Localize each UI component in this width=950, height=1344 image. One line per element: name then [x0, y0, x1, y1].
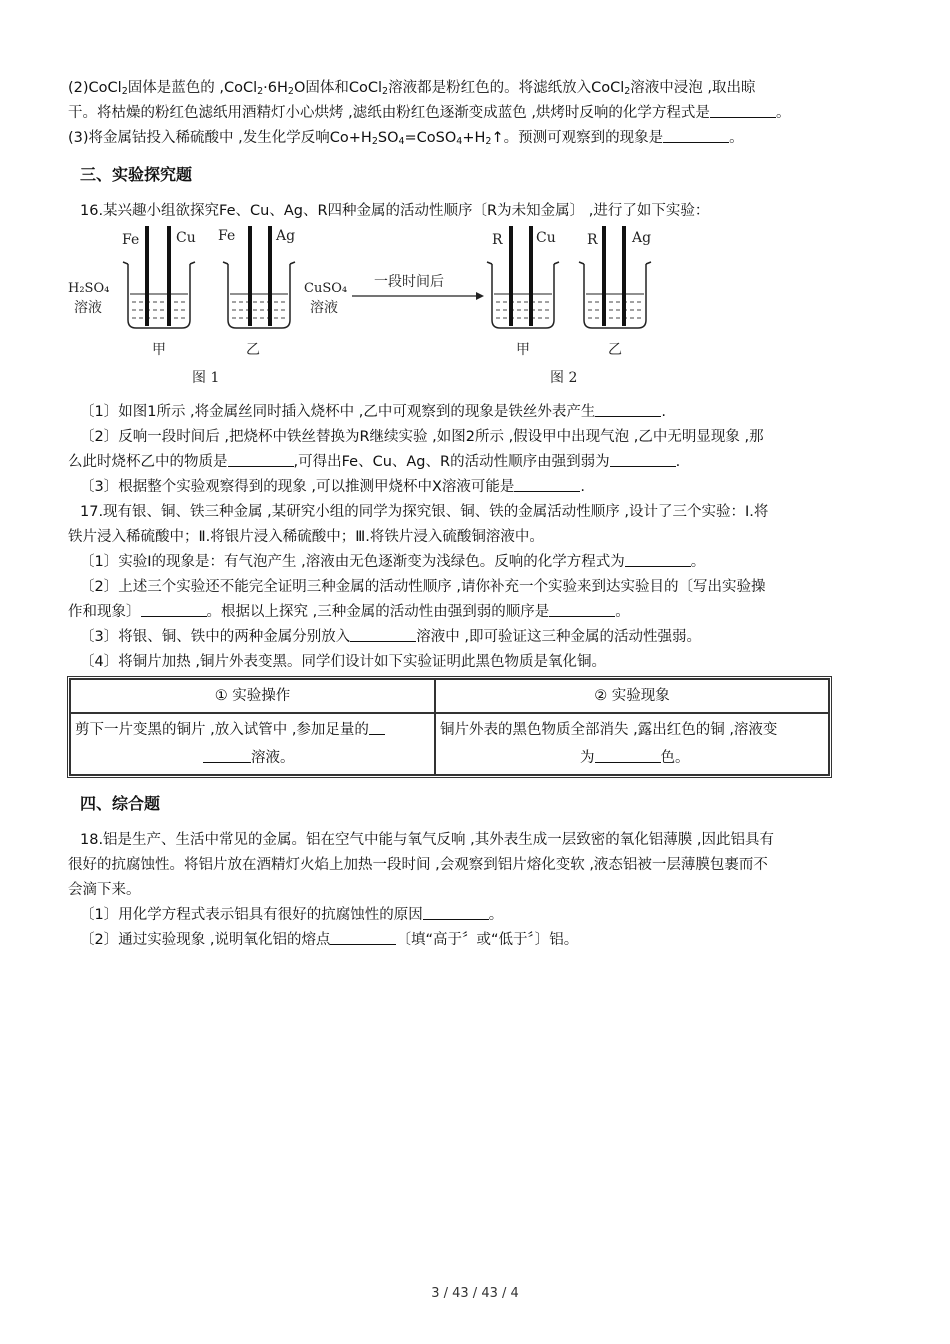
label-fe: Fe	[122, 232, 140, 248]
q17-sub3: 〔3〕将银、铜、铁中的两种金属分别放入 溶液中 ,即可验证这三种金属的活动性强弱。	[80, 629, 701, 645]
q17-sub4: 〔4〕将铜片加热 ,铜片外表变黑。同学们设计如下实验证明此黑色物质是氧化铜。	[80, 654, 606, 670]
label-h2so4: H₂SO₄	[68, 281, 110, 296]
answer-blank[interactable]	[549, 602, 615, 617]
q18-sub1: 〔1〕用化学方程式表示铝具有很好的抗腐蚀性的原因 。	[80, 907, 504, 923]
q17-stem-line1: 17.现有银、铜、铁三种金属 ,某研究小组的同学为探究银、铜、铁的金属活动性顺序 ,设计了三个实验：Ⅰ.将	[80, 504, 769, 520]
caption-yi: 乙	[246, 342, 260, 358]
label-solution: 溶液	[310, 300, 338, 316]
q18-sub2: 〔2〕通过实验现象 ,说明氧化铝的熔点 〔填“高于〞或“低于〞〕铝。	[80, 932, 579, 948]
q16-sub3: 〔3〕根据整个实验观察得到的现象 ,可以推测甲烧杯中X溶液可能是 .	[80, 479, 585, 495]
q18-stem-line2: 很好的抗腐蚀性。将铝片放在酒精灯火焰上加热一段时间 ,会观察到铝片熔化变软 ,液态铝被一层薄膜包裹而不	[68, 857, 768, 873]
label-ag: Ag	[276, 228, 296, 244]
caption-yi: 乙	[608, 342, 622, 358]
q17-sub1: 〔1〕实验Ⅰ的现象是：有气泡产生 ,溶液由无色逐渐变为浅绿色。反响的化学方程式为 。	[80, 554, 706, 570]
q15-part3: (3)将金属钴投入稀硫酸中 ,发生化学反响$Co+H_2SO_4=CoSO_4+H_2↑$。预测可观察到的现象是 。	[68, 130, 744, 147]
label-cuso4: CuSO₄	[304, 281, 348, 296]
answer-blank[interactable]	[514, 477, 580, 492]
caption-figure-1: 图 1	[192, 370, 220, 386]
label-cu: Cu	[176, 230, 196, 246]
q16-sub2-line2: 么此时烧杯乙中的物质是 ,可得出Fe、Cu、Ag、R的活动性顺序由强到弱为 .	[68, 454, 681, 470]
beaker-jia-fig1	[122, 226, 196, 328]
label-fe: Fe	[218, 228, 236, 244]
caption-jia: 甲	[152, 342, 166, 358]
q15-part2-line2: 干。将枯燥的粉红色滤纸用酒精灯小心烘烤 ,滤纸由粉红色逐渐变成蓝色 ,烘烤时反响的化学方程式是 。	[68, 105, 791, 121]
answer-blank[interactable]	[228, 452, 294, 467]
table-header-phenomenon: ② 实验现象	[435, 679, 829, 713]
arrow-label: 一段时间后	[374, 274, 444, 290]
answer-blank[interactable]	[423, 905, 489, 920]
answer-blank[interactable]	[625, 552, 691, 567]
answer-blank[interactable]	[610, 452, 676, 467]
q17-sub2-line2: 作和现象〕 。根据以上探究 ,三种金属的活动性由强到弱的顺序是 。	[68, 604, 630, 620]
q16-experiment-figure	[60, 222, 680, 392]
q15-part2-line1: (2)CoCl$_2$固体是蓝色的 $,CoCl_2\cdot 6H_2O$固体和CoCl$_2$溶液都是粉红色的。将滤纸放入CoCl$_2$溶液中浸泡 ,取出晾	[68, 80, 756, 97]
caption-jia: 甲	[516, 342, 530, 358]
answer-blank[interactable]	[330, 930, 396, 945]
experiment-table	[67, 676, 832, 778]
q18-stem-line3: 会滴下来。	[68, 882, 141, 898]
label-solution: 溶液	[74, 300, 102, 316]
table-header-row	[70, 679, 829, 713]
q16-sub2-line1: 〔2〕反响一段时间后 ,把烧杯中铁丝替换为R继续实验 ,如图2所示 ,假设甲中出现气泡 ,乙中无明显现象 ,那	[80, 429, 764, 445]
answer-blank[interactable]	[710, 103, 776, 118]
q18-stem-line1: 18.铝是生产、生活中常见的金属。铝在空气中能与氧气反响 ,其外表生成一层致密的氧化铝薄膜 ,因此铝具有	[80, 832, 774, 848]
answer-blank[interactable]	[369, 720, 385, 735]
label-r: R	[492, 232, 503, 248]
label-ag: Ag	[632, 230, 652, 246]
section-heading-comprehensive: 四、综合题	[80, 794, 161, 813]
answer-blank[interactable]	[595, 748, 661, 763]
beaker-jia-fig2	[487, 226, 559, 328]
answer-blank[interactable]	[350, 627, 416, 642]
q17-sub2-line1: 〔2〕上述三个实验还不能完全证明三种金属的活动性顺序 ,请你补充一个实验来到达实验目的〔写出实验操	[80, 579, 766, 595]
table-cell-operation: 剪下一片变黑的铜片 ,放入试管中 ,参加足量的 溶液。	[70, 713, 435, 775]
table-cell-phenomenon: 铜片外表的黑色物质全部消失 ,露出红色的铜 ,溶液变 为 色。	[435, 713, 829, 775]
q16-sub1: 〔1〕如图1所示 ,将金属丝同时插入烧杯中 ,乙中可观察到的现象是铁丝外表产生 .	[80, 404, 666, 420]
answer-blank[interactable]	[203, 748, 251, 763]
beaker-yi-fig1	[218, 226, 295, 328]
answer-blank[interactable]	[595, 402, 661, 417]
caption-figure-2: 图 2	[550, 370, 578, 386]
label-cu: Cu	[536, 230, 556, 246]
section-heading-experiment: 三、实验探究题	[80, 165, 193, 184]
beaker-yi-fig2	[579, 226, 651, 328]
q16-stem: 16.某兴趣小组欲探究Fe、Cu、Ag、R四种金属的活动性顺序〔R为未知金属〕 ,进行了如下实验：	[80, 203, 710, 219]
answer-blank[interactable]	[141, 602, 207, 617]
label-r: R	[587, 232, 598, 248]
q17-stem-line2: 铁片浸入稀硫酸中；Ⅱ.将银片浸入稀硫酸中；Ⅲ.将铁片浸入硫酸铜溶液中。	[68, 529, 544, 545]
page-footer: 3 / 43 / 43 / 4	[431, 1286, 519, 1301]
table-row	[70, 713, 829, 775]
table-header-operation: ① 实验操作	[70, 679, 435, 713]
answer-blank[interactable]	[663, 128, 729, 143]
